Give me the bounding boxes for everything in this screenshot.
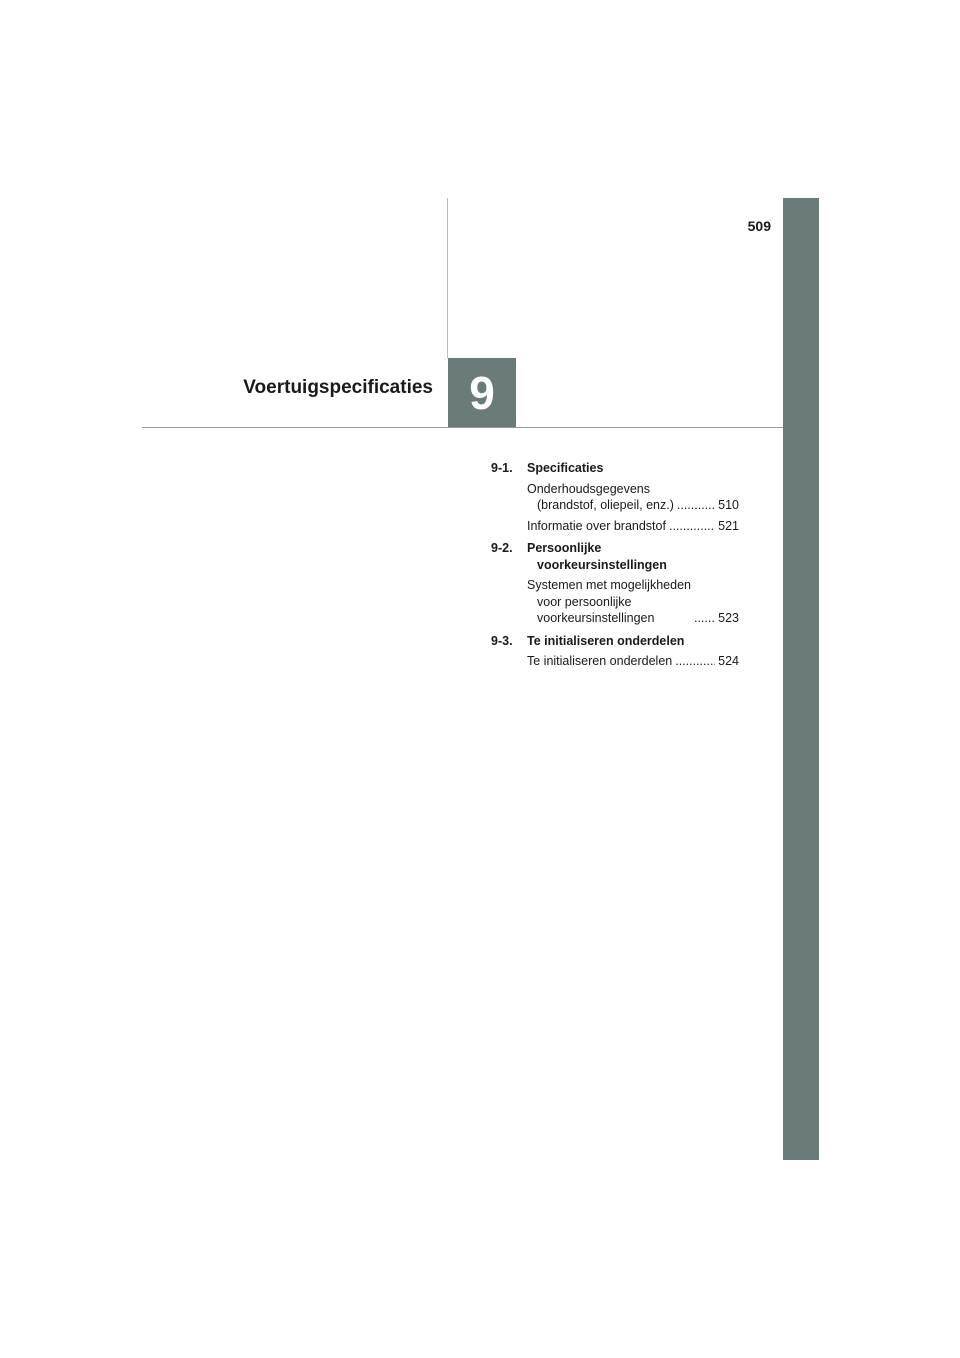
page-number: 509 (747, 218, 771, 234)
entry-line: voor persoonlijke (537, 594, 632, 609)
chapter-number: 9 (469, 366, 495, 419)
horizontal-rule (142, 427, 783, 428)
dot-leader (694, 610, 715, 627)
entry-line: Onderhoudsgegevens (527, 481, 651, 496)
toc-section (491, 633, 739, 670)
dot-leader (675, 653, 715, 670)
toc-entry[interactable] (527, 481, 739, 514)
toc-section (491, 460, 739, 534)
toc-entry[interactable] (527, 518, 739, 535)
dot-leader (677, 497, 715, 514)
dot-leader (669, 518, 715, 535)
entry-line: Systemen met mogelijkheden (527, 578, 691, 592)
section-title: Specificaties (527, 461, 604, 475)
section-number: 9-1. (491, 461, 513, 475)
toc-entry[interactable] (527, 577, 739, 627)
entry-line: (brandstof, oliepeil, enz.) (537, 498, 674, 512)
entry-line: Te initialiseren onderdelen (527, 654, 673, 668)
section-number: 9-3. (491, 633, 513, 648)
entry-page: 524 (718, 654, 739, 668)
toc-section (491, 540, 739, 627)
section-number: 9-2. (491, 541, 513, 555)
section-title: Persoonlijke voorkeursinstellingen (527, 541, 667, 572)
chapter-number-box (448, 358, 516, 427)
entry-line: Informatie over brandstof (527, 518, 666, 533)
section-title: Te initialiseren onderdelen (527, 633, 685, 648)
chapter-title: Voertuigspecificaties (243, 377, 433, 398)
entry-page: 510 (718, 498, 739, 512)
entry-page: 521 (718, 518, 739, 533)
table-of-contents (491, 460, 739, 674)
vertical-rule (447, 198, 448, 358)
chapter-side-tab (783, 198, 819, 1160)
entry-line: voorkeursinstellingen (537, 611, 655, 625)
toc-entry[interactable] (527, 653, 739, 670)
entry-page: 523 (718, 611, 739, 625)
